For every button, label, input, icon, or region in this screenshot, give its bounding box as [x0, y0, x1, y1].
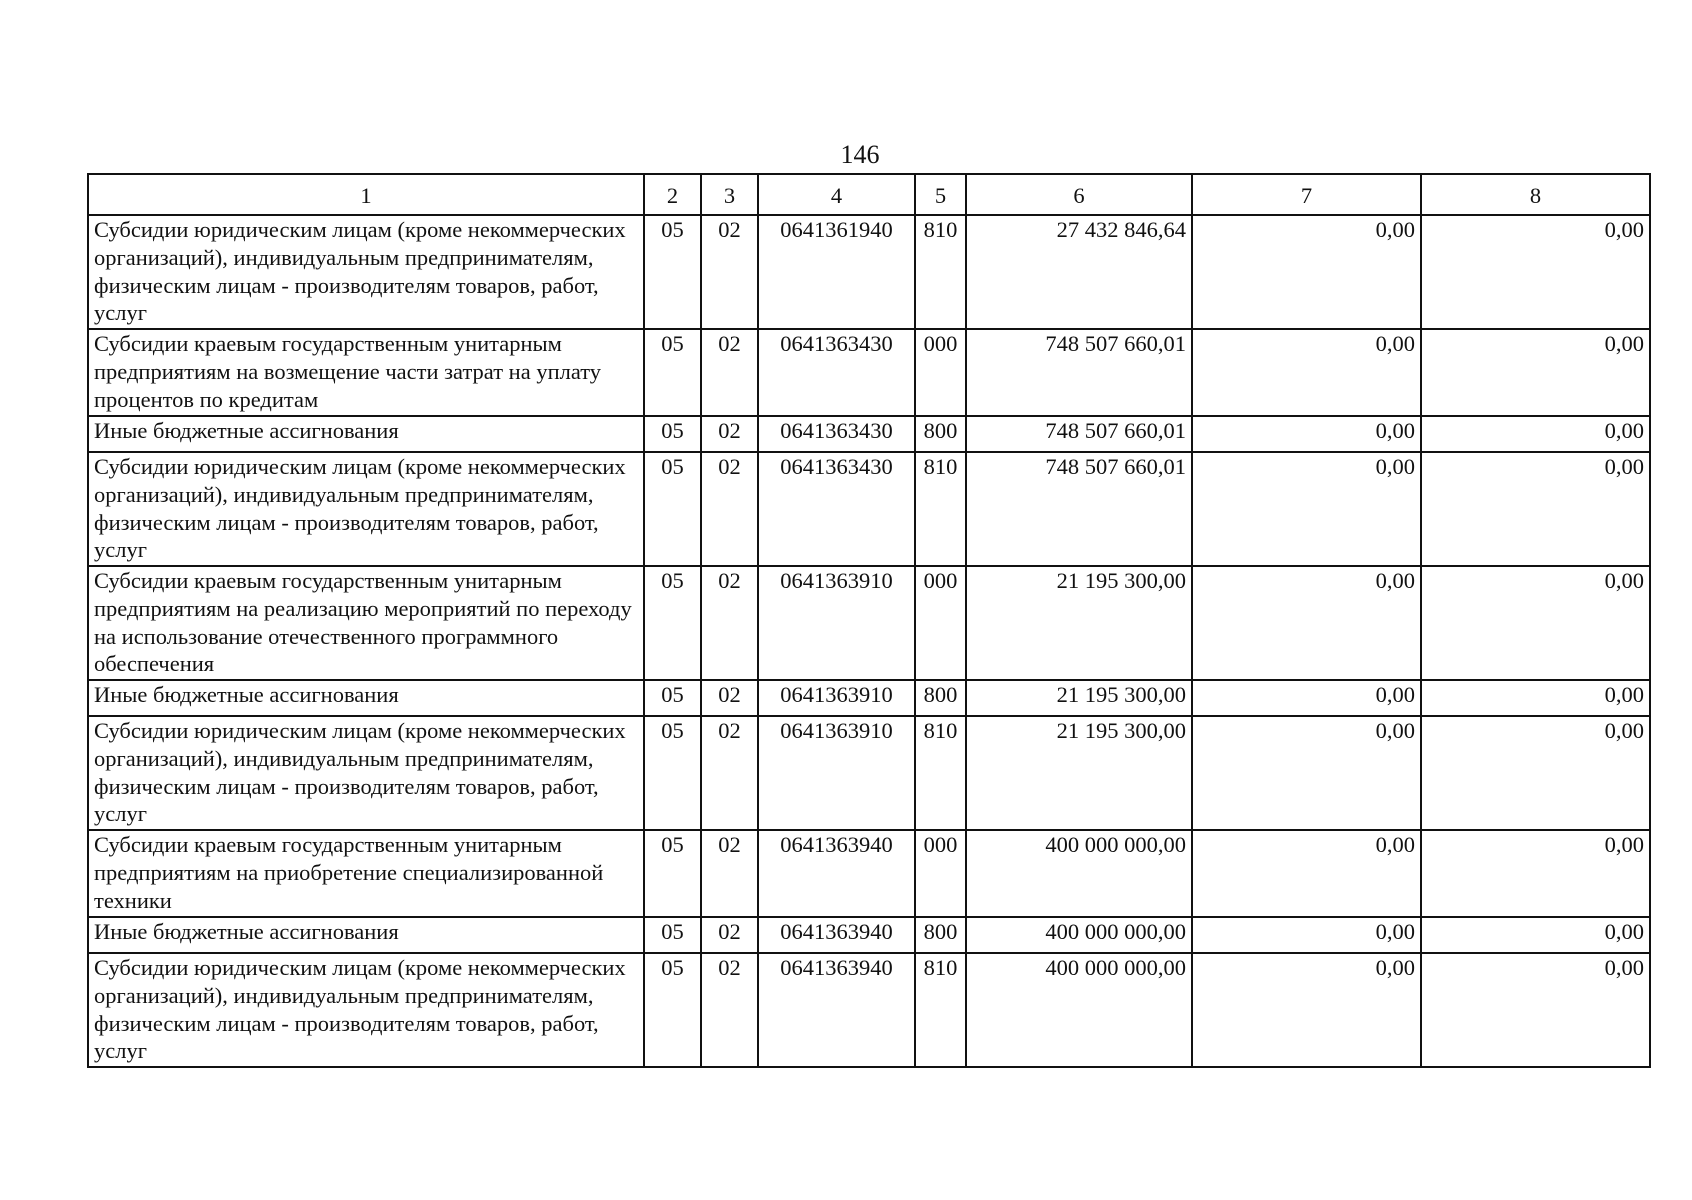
- expense-type-code: 800: [915, 917, 966, 953]
- amount-col-7: 0,00: [1192, 680, 1421, 716]
- amount-col-7: 0,00: [1192, 215, 1421, 329]
- section-code: 05: [644, 953, 701, 1067]
- row-name: Иные бюджетные ассигнования: [88, 917, 644, 953]
- amount-col-8: 0,00: [1421, 830, 1650, 917]
- amount-col-7: 0,00: [1192, 566, 1421, 680]
- expense-type-code: 800: [915, 416, 966, 452]
- section-code: 05: [644, 566, 701, 680]
- section-code: 05: [644, 452, 701, 566]
- expense-type-code: 000: [915, 830, 966, 917]
- table-row: [88, 680, 1650, 716]
- subsection-code: 02: [701, 716, 758, 830]
- target-article-code: 0641363910: [758, 716, 915, 830]
- expense-type-code: 810: [915, 716, 966, 830]
- table-row: [88, 416, 1650, 452]
- table-row: [88, 452, 1650, 566]
- target-article-code: 0641363940: [758, 917, 915, 953]
- table-row: [88, 329, 1650, 416]
- budget-table: [87, 173, 1651, 1068]
- header-row: [88, 174, 1650, 215]
- column-header-4: 4: [758, 174, 915, 215]
- subsection-code: 02: [701, 953, 758, 1067]
- table-row: [88, 716, 1650, 830]
- target-article-code: 0641363940: [758, 830, 915, 917]
- column-header-8: 8: [1421, 174, 1650, 215]
- target-article-code: 0641363910: [758, 680, 915, 716]
- amount-col-7: 0,00: [1192, 830, 1421, 917]
- column-header-6: 6: [966, 174, 1192, 215]
- table-row: [88, 566, 1650, 680]
- section-code: 05: [644, 716, 701, 830]
- section-code: 05: [644, 215, 701, 329]
- row-name: Субсидии юридическим лицам (кроме некоммерческих организаций), индивидуальным предпринимателям, физическим лицам - производителям товаров, работ, услуг: [88, 716, 644, 830]
- amount-col-7: 0,00: [1192, 329, 1421, 416]
- amount-col-6: 748 507 660,01: [966, 452, 1192, 566]
- target-article-code: 0641361940: [758, 215, 915, 329]
- table-row: [88, 830, 1650, 917]
- column-header-3: 3: [701, 174, 758, 215]
- column-header-7: 7: [1192, 174, 1421, 215]
- expense-type-code: 810: [915, 215, 966, 329]
- row-name: Субсидии юридическим лицам (кроме некоммерческих организаций), индивидуальным предпринимателям, физическим лицам - производителям товаров, работ, услуг: [88, 452, 644, 566]
- subsection-code: 02: [701, 452, 758, 566]
- expense-type-code: 800: [915, 680, 966, 716]
- row-name: Субсидии краевым государственным унитарным предприятиям на реализацию мероприятий по переходу на использование отечественного программного обеспечения: [88, 566, 644, 680]
- amount-col-6: 21 195 300,00: [966, 716, 1192, 830]
- column-header-1: 1: [88, 174, 644, 215]
- amount-col-8: 0,00: [1421, 917, 1650, 953]
- row-name: Субсидии краевым государственным унитарным предприятиям на приобретение специализированной техники: [88, 830, 644, 917]
- amount-col-8: 0,00: [1421, 329, 1650, 416]
- amount-col-6: 21 195 300,00: [966, 566, 1192, 680]
- column-header-2: 2: [644, 174, 701, 215]
- expense-type-code: 000: [915, 566, 966, 680]
- row-name: Субсидии юридическим лицам (кроме некоммерческих организаций), индивидуальным предпринимателям, физическим лицам - производителям товаров, работ, услуг: [88, 215, 644, 329]
- amount-col-8: 0,00: [1421, 680, 1650, 716]
- expense-type-code: 810: [915, 953, 966, 1067]
- expense-type-code: 810: [915, 452, 966, 566]
- section-code: 05: [644, 329, 701, 416]
- amount-col-6: 400 000 000,00: [966, 953, 1192, 1067]
- section-code: 05: [644, 680, 701, 716]
- subsection-code: 02: [701, 416, 758, 452]
- target-article-code: 0641363430: [758, 329, 915, 416]
- amount-col-8: 0,00: [1421, 452, 1650, 566]
- page-number: 146: [840, 140, 880, 169]
- table-row: [88, 917, 1650, 953]
- amount-col-6: 400 000 000,00: [966, 830, 1192, 917]
- amount-col-8: 0,00: [1421, 716, 1650, 830]
- subsection-code: 02: [701, 215, 758, 329]
- amount-col-6: 748 507 660,01: [966, 329, 1192, 416]
- section-code: 05: [644, 917, 701, 953]
- subsection-code: 02: [701, 917, 758, 953]
- subsection-code: 02: [701, 329, 758, 416]
- subsection-code: 02: [701, 566, 758, 680]
- row-name: Субсидии юридическим лицам (кроме некоммерческих организаций), индивидуальным предпринимателям, физическим лицам - производителям товаров, работ, услуг: [88, 953, 644, 1067]
- target-article-code: 0641363430: [758, 452, 915, 566]
- amount-col-6: 21 195 300,00: [966, 680, 1192, 716]
- amount-col-8: 0,00: [1421, 953, 1650, 1067]
- section-code: 05: [644, 416, 701, 452]
- target-article-code: 0641363910: [758, 566, 915, 680]
- amount-col-8: 0,00: [1421, 416, 1650, 452]
- amount-col-7: 0,00: [1192, 917, 1421, 953]
- target-article-code: 0641363430: [758, 416, 915, 452]
- amount-col-6: 27 432 846,64: [966, 215, 1192, 329]
- column-header-5: 5: [915, 174, 966, 215]
- amount-col-8: 0,00: [1421, 215, 1650, 329]
- amount-col-7: 0,00: [1192, 416, 1421, 452]
- target-article-code: 0641363940: [758, 953, 915, 1067]
- expense-type-code: 000: [915, 329, 966, 416]
- row-name: Иные бюджетные ассигнования: [88, 680, 644, 716]
- section-code: 05: [644, 830, 701, 917]
- row-name: Субсидии краевым государственным унитарным предприятиям на возмещение части затрат на уплату процентов по кредитам: [88, 329, 644, 416]
- subsection-code: 02: [701, 680, 758, 716]
- amount-col-7: 0,00: [1192, 716, 1421, 830]
- row-name: Иные бюджетные ассигнования: [88, 416, 644, 452]
- subsection-code: 02: [701, 830, 758, 917]
- amount-col-7: 0,00: [1192, 452, 1421, 566]
- table-row: [88, 215, 1650, 329]
- amount-col-6: 748 507 660,01: [966, 416, 1192, 452]
- amount-col-7: 0,00: [1192, 953, 1421, 1067]
- amount-col-8: 0,00: [1421, 566, 1650, 680]
- amount-col-6: 400 000 000,00: [966, 917, 1192, 953]
- table-row: [88, 953, 1650, 1067]
